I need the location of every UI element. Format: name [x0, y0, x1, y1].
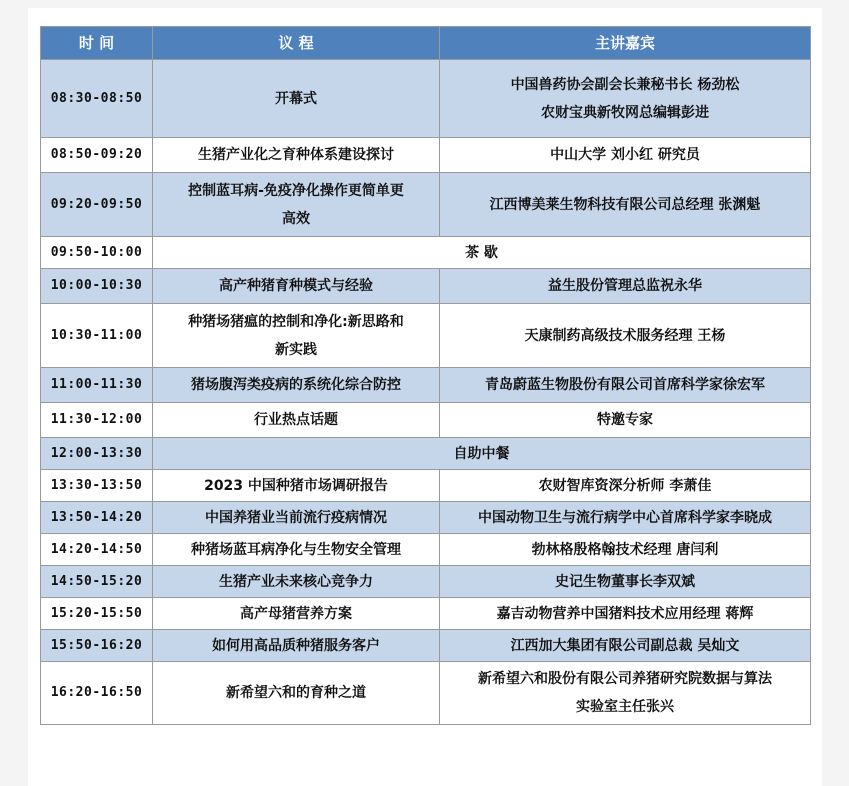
row-speaker: 中国动物卫生与流行病学中心首席科学家李晓成 [440, 502, 811, 534]
row-speaker [440, 60, 811, 138]
row-speaker: 江西加大集团有限公司副总裁 吴灿文 [440, 630, 811, 662]
speaker-line: 实验室主任张兴 [576, 699, 674, 715]
row-topic: 开幕式 [153, 60, 440, 138]
table-row [41, 598, 811, 630]
agenda-table [40, 26, 811, 725]
table-row [41, 470, 811, 502]
row-speaker: 勃林格殷格翰技术经理 唐闫利 [440, 534, 811, 566]
row-topic: 新希望六和的育种之道 [153, 662, 440, 725]
row-topic: 如何用高品质种猪服务客户 [153, 630, 440, 662]
table-row [41, 662, 811, 725]
row-topic: 生猪产业化之育种体系建设探讨 [153, 138, 440, 173]
row-time: 10:00-10:30 [41, 269, 153, 304]
table-row [41, 304, 811, 368]
topic-line: 新实践 [275, 341, 317, 358]
row-time: 08:50-09:20 [41, 138, 153, 173]
break-cell: 自助中餐 [153, 438, 811, 470]
table-row [41, 502, 811, 534]
row-time: 14:20-14:50 [41, 534, 153, 566]
row-speaker: 农财智库资深分析师 李萧佳 [440, 470, 811, 502]
row-time: 11:00-11:30 [41, 368, 153, 403]
row-time: 08:30-08:50 [41, 60, 153, 138]
table-header-row [41, 27, 811, 60]
row-topic [153, 304, 440, 368]
table-row [41, 269, 811, 304]
table-row [41, 566, 811, 598]
table-row [41, 534, 811, 566]
row-time: 15:20-15:50 [41, 598, 153, 630]
topic-line: 控制蓝耳病-免疫净化操作更简单更 [188, 182, 404, 199]
row-topic: 生猪产业未来核心竞争力 [153, 566, 440, 598]
row-topic: 种猪场蓝耳病净化与生物安全管理 [153, 534, 440, 566]
row-speaker: 嘉吉动物营养中国猪料技术应用经理 蒋辉 [440, 598, 811, 630]
table-row [41, 403, 811, 438]
row-topic: 中国养猪业当前流行疫病情况 [153, 502, 440, 534]
row-time: 10:30-11:00 [41, 304, 153, 368]
table-row [41, 138, 811, 173]
speaker-line: 新希望六和股份有限公司养猪研究院数据与算法 [478, 671, 772, 687]
row-speaker: 史记生物董事长李双斌 [440, 566, 811, 598]
speaker-line: 农财宝典新牧网总编辑彭进 [541, 104, 709, 121]
header-topic: 议 程 [153, 27, 440, 60]
row-topic [153, 173, 440, 237]
row-speaker: 中山大学 刘小红 研究员 [440, 138, 811, 173]
row-speaker: 天康制药高级技术服务经理 王杨 [440, 304, 811, 368]
row-time: 13:30-13:50 [41, 470, 153, 502]
row-speaker: 特邀专家 [440, 403, 811, 438]
topic-line: 种猪场猪瘟的控制和净化:新思路和 [188, 313, 404, 330]
table-row [41, 173, 811, 237]
row-topic: 高产母猪营养方案 [153, 598, 440, 630]
table-row [41, 60, 811, 138]
speaker-line: 中国兽药协会副会长兼秘书长 杨劲松 [510, 76, 740, 93]
row-time: 14:50-15:20 [41, 566, 153, 598]
header-speaker: 主讲嘉宾 [440, 27, 811, 60]
row-speaker: 益生股份管理总监祝永华 [440, 269, 811, 304]
row-speaker: 青岛蔚蓝生物股份有限公司首席科学家徐宏军 [440, 368, 811, 403]
row-time: 16:20-16:50 [41, 662, 153, 725]
row-topic: 行业热点话题 [153, 403, 440, 438]
table-row [41, 630, 811, 662]
row-topic: 猪场腹泻类疫病的系统化综合防控 [153, 368, 440, 403]
row-time: 13:50-14:20 [41, 502, 153, 534]
agenda-card [28, 8, 822, 786]
row-time: 12:00-13:30 [41, 438, 153, 470]
row-speaker [440, 662, 811, 725]
row-speaker: 江西博美莱生物科技有限公司总经理 张渊魁 [440, 173, 811, 237]
topic-line: 高效 [282, 210, 310, 227]
row-time: 09:20-09:50 [41, 173, 153, 237]
row-time: 09:50-10:00 [41, 237, 153, 269]
table-row [41, 368, 811, 403]
table-row [41, 438, 811, 470]
break-cell: 茶 歇 [153, 237, 811, 269]
row-topic: 2023 中国种猪市场调研报告 [153, 470, 440, 502]
header-time: 时 间 [41, 27, 153, 60]
table-row [41, 237, 811, 269]
row-time: 11:30-12:00 [41, 403, 153, 438]
row-time: 15:50-16:20 [41, 630, 153, 662]
row-topic: 高产种猪育种模式与经验 [153, 269, 440, 304]
